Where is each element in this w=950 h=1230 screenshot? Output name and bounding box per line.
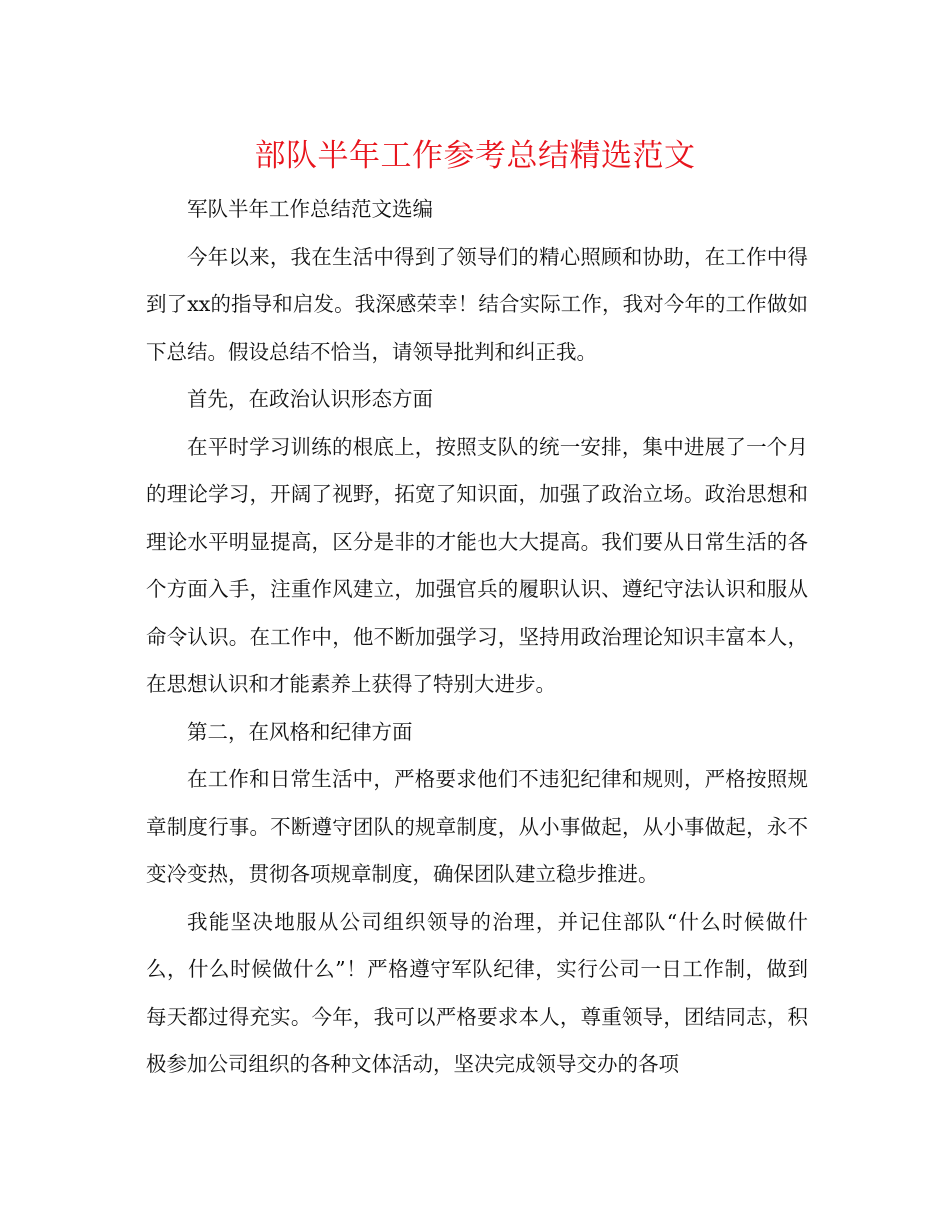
paragraph-politics: 在平时学习训练的根底上，按照支队的统一安排，集中进展了一个月的理论学习，开阔了视野，拓宽了知识面，加强了政治立场。政治思想和理论水平明显提高，区分是非的才能也大大提高。我们要从日常生活的各个方面入手，注重作风建立，加强官兵的履职认识、遵纪守法认识和服从命令认识。在工作中，他不断加强学习，坚持用政治理论知识丰富本人，在思想认识和才能素养上获得了特别大进步。 — [146, 434, 808, 696]
paragraph-intro: 今年以来，我在生活中得到了领导们的精心照顾和协助，在工作中得到了xx的指导和启发。我深感荣幸！结合实际工作，我对今年的工作做如下总结。假设总结不恰当，请领导批判和纠正我。 — [146, 244, 808, 364]
paragraph-obedience: 我能坚决地服从公司组织领导的治理，并记住部队“什么时候做什么，什么时候做什么”！严格遵守军队纪律，实行公司一日工作制，做到每天都过得充实。今年，我可以严格要求本人，尊重领导，团结同志，积极参加公司组织的各种文体活动，坚决完成领导交办的各项 — [146, 909, 808, 1076]
paragraph-heading-discipline: 第二，在风格和纪律方面 — [187, 719, 413, 744]
paragraph-subtitle: 军队半年工作总结范文选编 — [187, 197, 433, 221]
paragraph-discipline: 在工作和日常生活中，严格要求他们不违犯纪律和规则，严格按照规章制度行事。不断遵守团队的规章制度，从小事做起，从小事做起，永不变冷变热，贯彻各项规章制度，确保团队建立稳步推进。 — [146, 767, 808, 886]
paragraph-heading-politics: 首先，在政治认识形态方面 — [187, 387, 433, 411]
document-title: 部队半年工作参考总结精选范文 — [254, 138, 696, 174]
document-body — [146, 186, 808, 1089]
